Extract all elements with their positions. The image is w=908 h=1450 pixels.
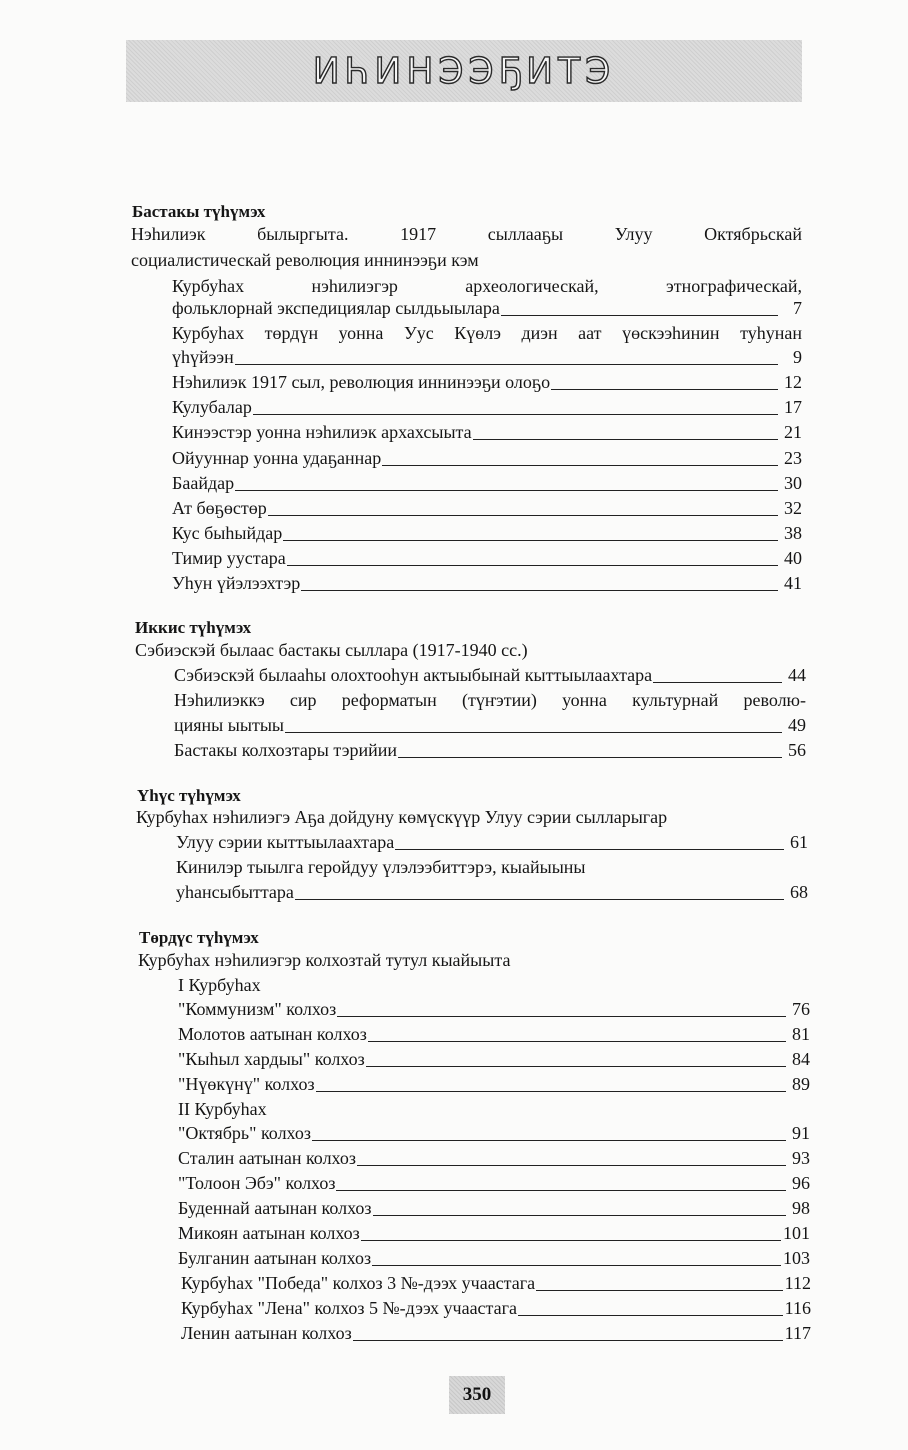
toc-entry-text: Кус быһыйдар <box>172 523 283 543</box>
toc-entry[interactable] <box>181 1296 811 1320</box>
toc-page-number: 103 <box>783 1248 810 1268</box>
toc-entry-text: Курбуһах төрдүн уонна Уус Күөлэ диэн аат үөскээһинин туһунан <box>172 323 802 343</box>
dot-leader <box>268 515 778 516</box>
page-number: 350 <box>462 1384 492 1405</box>
header-banner <box>126 40 802 102</box>
toc-entry-text: Сталин аатынан колхоз <box>178 1148 356 1168</box>
page-title: ИҺИНЭЭҔИТЭ <box>312 50 616 92</box>
dot-leader <box>653 682 782 683</box>
toc-entry-text: Курбуһах нэһилиэгэр археологическай, этнографическай, <box>172 276 802 296</box>
toc-page-number: 7 <box>793 298 802 318</box>
toc-entry[interactable] <box>176 880 808 904</box>
toc-page-number: 68 <box>790 882 808 902</box>
toc-entry-text: Улуу сэрии кыттыылаахтара <box>176 832 395 852</box>
toc-page-number: 76 <box>792 999 810 1019</box>
toc-entry-text: Курбуһах "Лена" колхоз 5 №-дээх учаастага <box>181 1298 517 1318</box>
toc-entry-text: уһансыбыттара <box>176 882 294 902</box>
dot-leader <box>285 732 782 733</box>
toc-entry[interactable] <box>172 420 802 444</box>
dot-leader <box>473 439 778 440</box>
toc-entry-text: Буденнай аатынан колхоз <box>178 1198 372 1218</box>
toc-entry[interactable] <box>178 1196 810 1220</box>
toc-page-number: 84 <box>792 1049 810 1069</box>
toc-entry-text: үһүйээн <box>172 347 234 367</box>
dot-leader <box>551 389 778 390</box>
toc-page-number: 61 <box>790 832 808 852</box>
section-title: Иккис түһүмэх <box>135 618 252 637</box>
dot-leader <box>366 1066 786 1067</box>
toc-entry[interactable] <box>172 471 802 495</box>
toc-page-number: 96 <box>792 1173 810 1193</box>
toc-page-number: 32 <box>784 498 802 518</box>
toc-entry[interactable] <box>178 1246 810 1270</box>
toc-entry[interactable] <box>178 1171 810 1195</box>
toc-entry[interactable] <box>172 521 802 545</box>
toc-entry-text: "Толоон Эбэ" колхоз <box>178 1173 336 1193</box>
toc-entry-text: Ат бөҕөстөр <box>172 498 267 518</box>
toc-entry-text: Молотов аатынан колхоз <box>178 1024 367 1044</box>
toc-entry[interactable] <box>178 1146 810 1170</box>
toc-page-number: 89 <box>792 1074 810 1094</box>
toc-entry-text: Булганин аатынан колхоз <box>178 1248 372 1268</box>
toc-entry[interactable] <box>172 395 802 419</box>
toc-page-number: 44 <box>788 665 806 685</box>
section-subtitle: Сэбиэскэй былаас бастакы сыллара (1917-1940 сс.) <box>135 640 528 660</box>
dot-leader <box>395 849 784 850</box>
toc-entry-text: Сэбиэскэй былааһы олохтооһун актыыбынай кыттыылаахтара <box>174 665 653 685</box>
dot-leader <box>235 490 778 491</box>
toc-entry[interactable] <box>172 296 802 320</box>
toc-entry[interactable] <box>172 345 802 369</box>
toc-page-number: 30 <box>784 473 802 493</box>
section-subtitle: Нэһилиэк былыргыта. 1917 сыллааҕы Улуу Октябрьскай <box>131 224 802 244</box>
toc-page-number: 38 <box>784 523 802 543</box>
toc-entry-text: Кинээстэр уонна нэһилиэк архахсыыта <box>172 422 472 442</box>
toc-entry[interactable] <box>172 446 802 470</box>
toc-page-number: 41 <box>784 573 802 593</box>
toc-page-number: 49 <box>788 715 806 735</box>
toc-entry[interactable] <box>174 663 806 687</box>
dot-leader <box>283 540 778 541</box>
toc-page-number: 116 <box>784 1298 811 1318</box>
toc-entry-text: Уһун үйэлээхтэр <box>172 573 301 593</box>
group-label: II Курбуһах <box>178 1099 267 1119</box>
toc-entry-text: Тимир уустара <box>172 548 286 568</box>
toc-entry-text: Бастакы колхозтары тэрийии <box>174 740 397 760</box>
toc-entry-text: Микоян аатынан колхоз <box>178 1223 360 1243</box>
dot-leader <box>336 1190 786 1191</box>
toc-entry[interactable] <box>181 1321 811 1345</box>
section-title: Үһүс түһүмэх <box>137 786 241 805</box>
toc-entry-text: Кинилэр тыылга геройдуу үлэлээбиттэрэ, кыайыыны <box>176 857 586 877</box>
toc-page-number: 101 <box>783 1223 810 1243</box>
dot-leader <box>337 1016 786 1017</box>
dot-leader <box>373 1215 786 1216</box>
toc-page-number: 112 <box>784 1273 811 1293</box>
toc-entry[interactable] <box>172 571 802 595</box>
toc-entry-text: Ойууннар уонна удаҕаннар <box>172 448 382 468</box>
toc-page-number: 81 <box>792 1024 810 1044</box>
toc-entry[interactable] <box>178 1072 810 1096</box>
toc-entry[interactable] <box>178 997 810 1021</box>
dot-leader <box>361 1240 781 1241</box>
toc-entry[interactable] <box>172 370 802 394</box>
toc-page-number: 17 <box>784 397 802 417</box>
section-subtitle: Курбуһах нэһилиэгэр колхозтай тутул кыайыыта <box>138 950 511 970</box>
dot-leader <box>372 1265 781 1266</box>
toc-page-number: 12 <box>784 372 802 392</box>
toc-entry[interactable] <box>178 1047 810 1071</box>
toc-entry[interactable] <box>178 1121 810 1145</box>
toc-entry-text: "Коммунизм" колхоз <box>178 999 337 1019</box>
toc-page-number: 56 <box>788 740 806 760</box>
toc-entry[interactable] <box>178 1221 810 1245</box>
toc-entry[interactable] <box>181 1271 811 1295</box>
toc-page-number: 117 <box>784 1323 811 1343</box>
dot-leader <box>382 465 778 466</box>
toc-entry-text: Кулубалар <box>172 397 252 417</box>
dot-leader <box>312 1140 786 1141</box>
toc-entry-text: "Нүөкүнү" колхоз <box>178 1074 315 1094</box>
toc-entry[interactable] <box>172 546 802 570</box>
toc-entry-text: фольклорнай экспедициялар сылдьыылара <box>172 298 500 318</box>
toc-page-number: 21 <box>784 422 802 442</box>
section-subtitle: Курбуһах нэһилиэгэ Аҕа дойдуну көмүскүүр Улуу сэрии сылларыгар <box>136 807 668 827</box>
dot-leader <box>295 899 784 900</box>
section-title: Бастакы түһүмэх <box>132 202 266 221</box>
toc-entry[interactable] <box>172 496 802 520</box>
toc-entry[interactable] <box>174 738 806 762</box>
dot-leader <box>518 1315 783 1316</box>
toc-page-number: 40 <box>784 548 802 568</box>
toc-entry-text: Нэһилиэккэ сир реформатын (түҥэтии) уонна культурнай револю- <box>174 690 806 710</box>
toc-entry-text: цияны ыытыы <box>174 715 285 735</box>
toc-page-number: 91 <box>792 1123 810 1143</box>
toc-page-number: 23 <box>784 448 802 468</box>
toc-page-number: 93 <box>792 1148 810 1168</box>
toc-entry-text: "Кыһыл хардыы" колхоз <box>178 1049 365 1069</box>
section-title: Төрдүс түһүмэх <box>139 928 259 947</box>
dot-leader <box>301 590 778 591</box>
dot-leader <box>357 1165 786 1166</box>
toc-entry-text: Ленин аатынан колхоз <box>181 1323 352 1343</box>
toc-page-number: 98 <box>792 1198 810 1218</box>
dot-leader <box>536 1290 783 1291</box>
toc-entry-text: "Октябрь" колхоз <box>178 1123 311 1143</box>
group-label: I Курбуһах <box>178 975 261 995</box>
dot-leader <box>253 414 778 415</box>
toc-entry-text: Баайдар <box>172 473 235 493</box>
toc-entry[interactable] <box>176 830 808 854</box>
dot-leader <box>353 1340 783 1341</box>
dot-leader <box>287 565 778 566</box>
dot-leader <box>235 364 778 365</box>
dot-leader <box>316 1091 786 1092</box>
dot-leader <box>501 315 778 316</box>
dot-leader <box>398 757 782 758</box>
toc-entry-text: Нэһилиэк 1917 сыл, революция иннинээҕи олоҕо <box>172 372 551 392</box>
dot-leader <box>368 1041 786 1042</box>
page-number-box <box>449 1376 505 1414</box>
section-subtitle: социалистическай революция иннинээҕи кэм <box>131 250 479 270</box>
toc-page-number: 9 <box>793 347 802 367</box>
toc-entry[interactable] <box>178 1022 810 1046</box>
toc-entry-text: Курбуһах "Победа" колхоз 3 №-дээх учаастага <box>181 1273 536 1293</box>
toc-entry[interactable] <box>174 713 806 737</box>
